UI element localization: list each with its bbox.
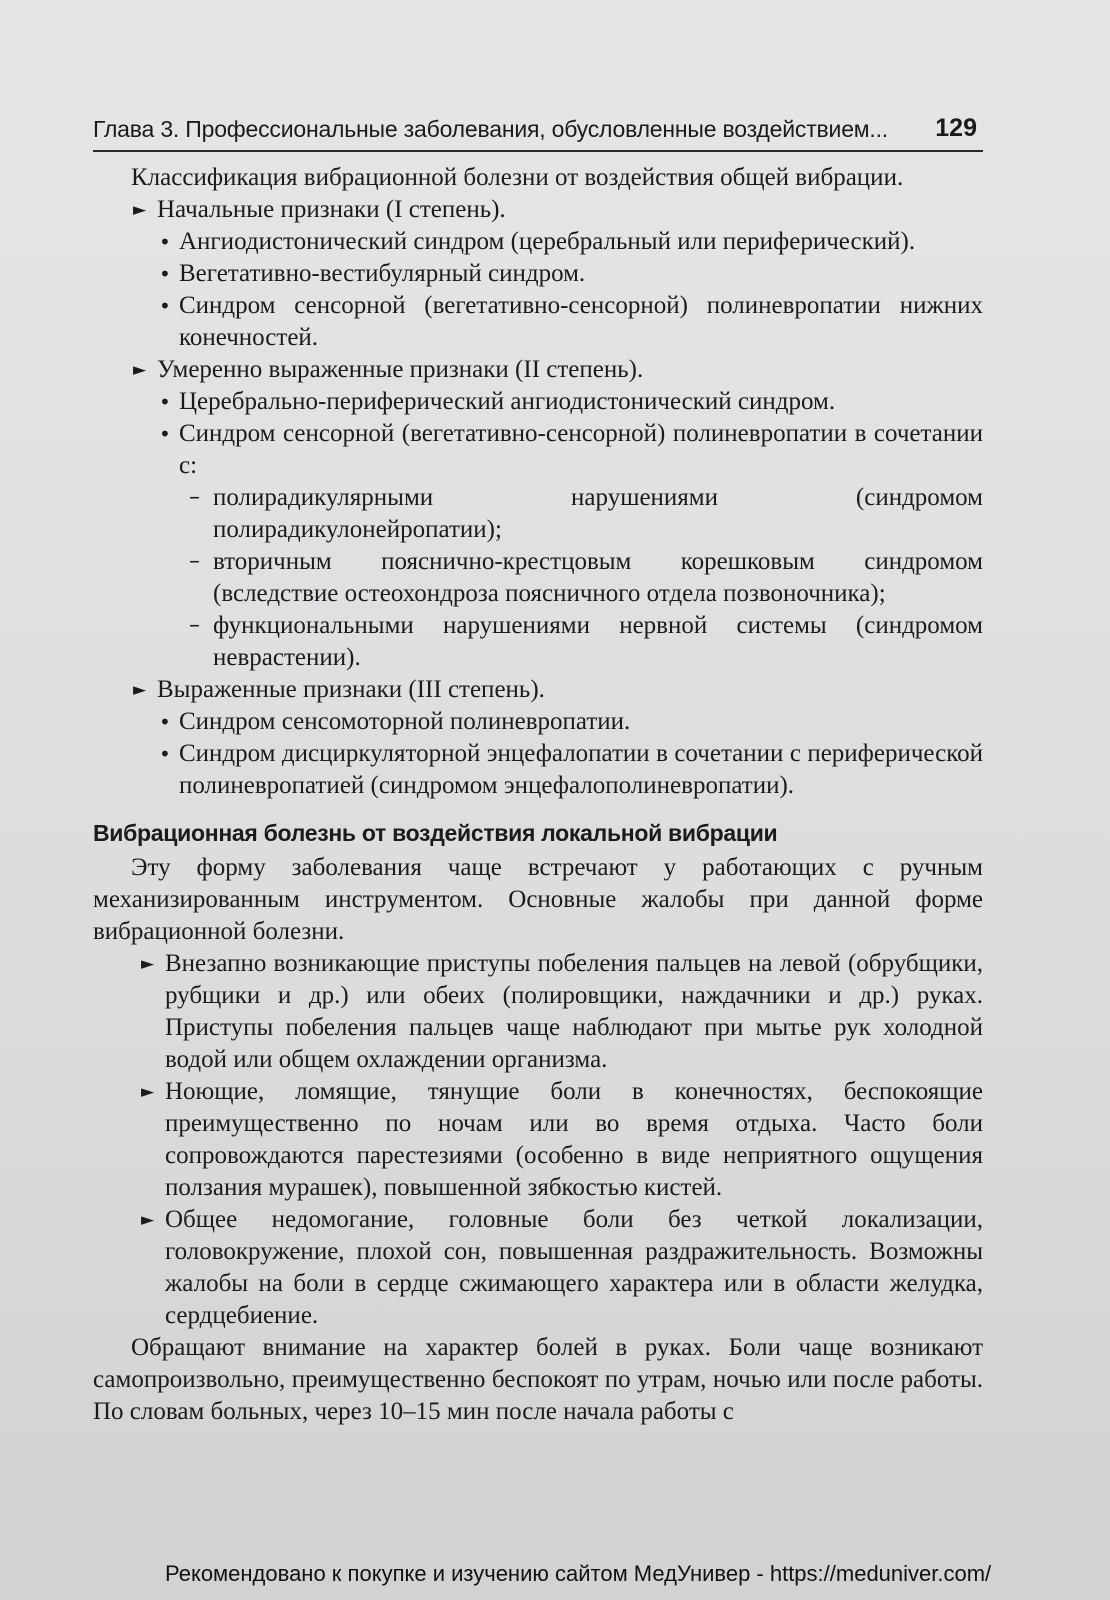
chapter-title: Глава 3. Профессиональные заболевания, обусловленные воздействием... bbox=[93, 116, 888, 142]
stage2-item: • Синдром сенсорной (вегетативно-сенсорной) полиневропатии в сочетании с: bbox=[159, 420, 983, 479]
watermark-text: Рекомендовано к покупке и изучению сайтом МедУнивер - https://meduniver.com/ bbox=[165, 1561, 992, 1586]
dot-bullet-icon: • bbox=[159, 262, 171, 286]
stage1-item: • Вегетативно-вестибулярный синдром. bbox=[93, 258, 983, 290]
section2-heading: Вибрационная болезнь от воздействия локальной вибрации bbox=[93, 820, 778, 846]
dot-bullet-icon: • bbox=[159, 230, 171, 254]
section1-intro: Классификация вибрационной болезни от воздействия общей вибрации. bbox=[131, 164, 904, 191]
triangle-bullet-icon: ► bbox=[133, 200, 147, 220]
complaint-item: ► Общее недомогание, головные боли без четкой локализации, головокружение, плохой сон, повышенная раздражительность. Возможны жалобы на боли в сердце сжимающего характера или в области желудка, сердцебиение. bbox=[141, 1206, 983, 1329]
dot-bullet-icon: • bbox=[159, 390, 171, 414]
complaint-item: ► Ноющие, ломящие, тянущие боли в конечностях, беспокоящие преимущественно по ночам или во время отдыха. Часто боли сопровождаются парестезиями (особенно в виде неприятного ощущения ползания мурашек), повышенной зябкостью кистей. bbox=[141, 1078, 983, 1201]
stage3-item: • Синдром сенсомоторной полиневропатии. bbox=[93, 706, 983, 738]
dash-bullet-icon: – bbox=[189, 485, 200, 510]
stage1-item: • Синдром сенсорной (вегетативно-сенсорной) полиневропатии нижних конечностей. bbox=[159, 292, 983, 351]
dot-bullet-icon: • bbox=[159, 294, 171, 318]
stage1-title: ► Начальные признаки (I степень). bbox=[93, 194, 983, 226]
stage3-title: ► Выраженные признаки (III степень). bbox=[93, 674, 983, 706]
stage2-subitem: – вторичным пояснично-крестцовым корешковым синдромом (вследствие остеохондроза поясничного отдела позвоночника); bbox=[189, 548, 983, 607]
dot-bullet-icon: • bbox=[159, 710, 171, 734]
stage2-item: • Церебрально-периферический ангиодистонический синдром. bbox=[93, 386, 983, 418]
page-number: 129 bbox=[935, 114, 977, 142]
dash-bullet-icon: – bbox=[189, 549, 200, 574]
section2-closing: Обращают внимание на характер болей в руках. Боли чаще возникают самопроизвольно, преимущественно беспокоят по утрам, ночью или после работы. По словам больных, через 10–15 мин после начала работы с bbox=[93, 1334, 983, 1425]
stage2-subitem: – полирадикулярными нарушениями (синдромом полирадикулонейропатии); bbox=[189, 484, 983, 543]
dot-bullet-icon: • bbox=[159, 422, 171, 446]
stage2-title: ► Умеренно выраженные признаки (II степень). bbox=[93, 354, 983, 386]
triangle-bullet-icon: ► bbox=[141, 1082, 155, 1102]
stage3-item: • Синдром дисциркуляторной энцефалопатии в сочетании с периферической полиневропатией (синдромом энцефалополиневропатии). bbox=[159, 740, 983, 799]
triangle-bullet-icon: ► bbox=[141, 1210, 155, 1230]
page-body bbox=[93, 162, 983, 1428]
triangle-bullet-icon: ► bbox=[141, 954, 155, 974]
triangle-bullet-icon: ► bbox=[133, 680, 147, 700]
running-header bbox=[93, 110, 983, 152]
section2 bbox=[93, 816, 983, 1428]
dash-bullet-icon: – bbox=[189, 613, 200, 638]
section2-intro: Эту форму заболевания чаще встречают у работающих с ручным механизированным инструментом. Основные жалобы при данной форме вибрационной болезни. bbox=[93, 854, 983, 945]
triangle-bullet-icon: ► bbox=[133, 360, 147, 380]
stage2-subitem: – функциональными нарушениями нервной системы (синдромом неврастении). bbox=[189, 612, 983, 671]
complaint-item: ► Внезапно возникающие приступы побеления пальцев на левой (обрубщики, рубщики и др.) или обеих (полировщики, наждачники и др.) руках. Приступы побеления пальцев чаще наблюдают при мытье рук холодной водой или общем охлаждении организма. bbox=[141, 950, 983, 1073]
dot-bullet-icon: • bbox=[159, 742, 171, 766]
stage1-item: • Ангиодистонический синдром (церебральный или периферический). bbox=[93, 226, 983, 258]
